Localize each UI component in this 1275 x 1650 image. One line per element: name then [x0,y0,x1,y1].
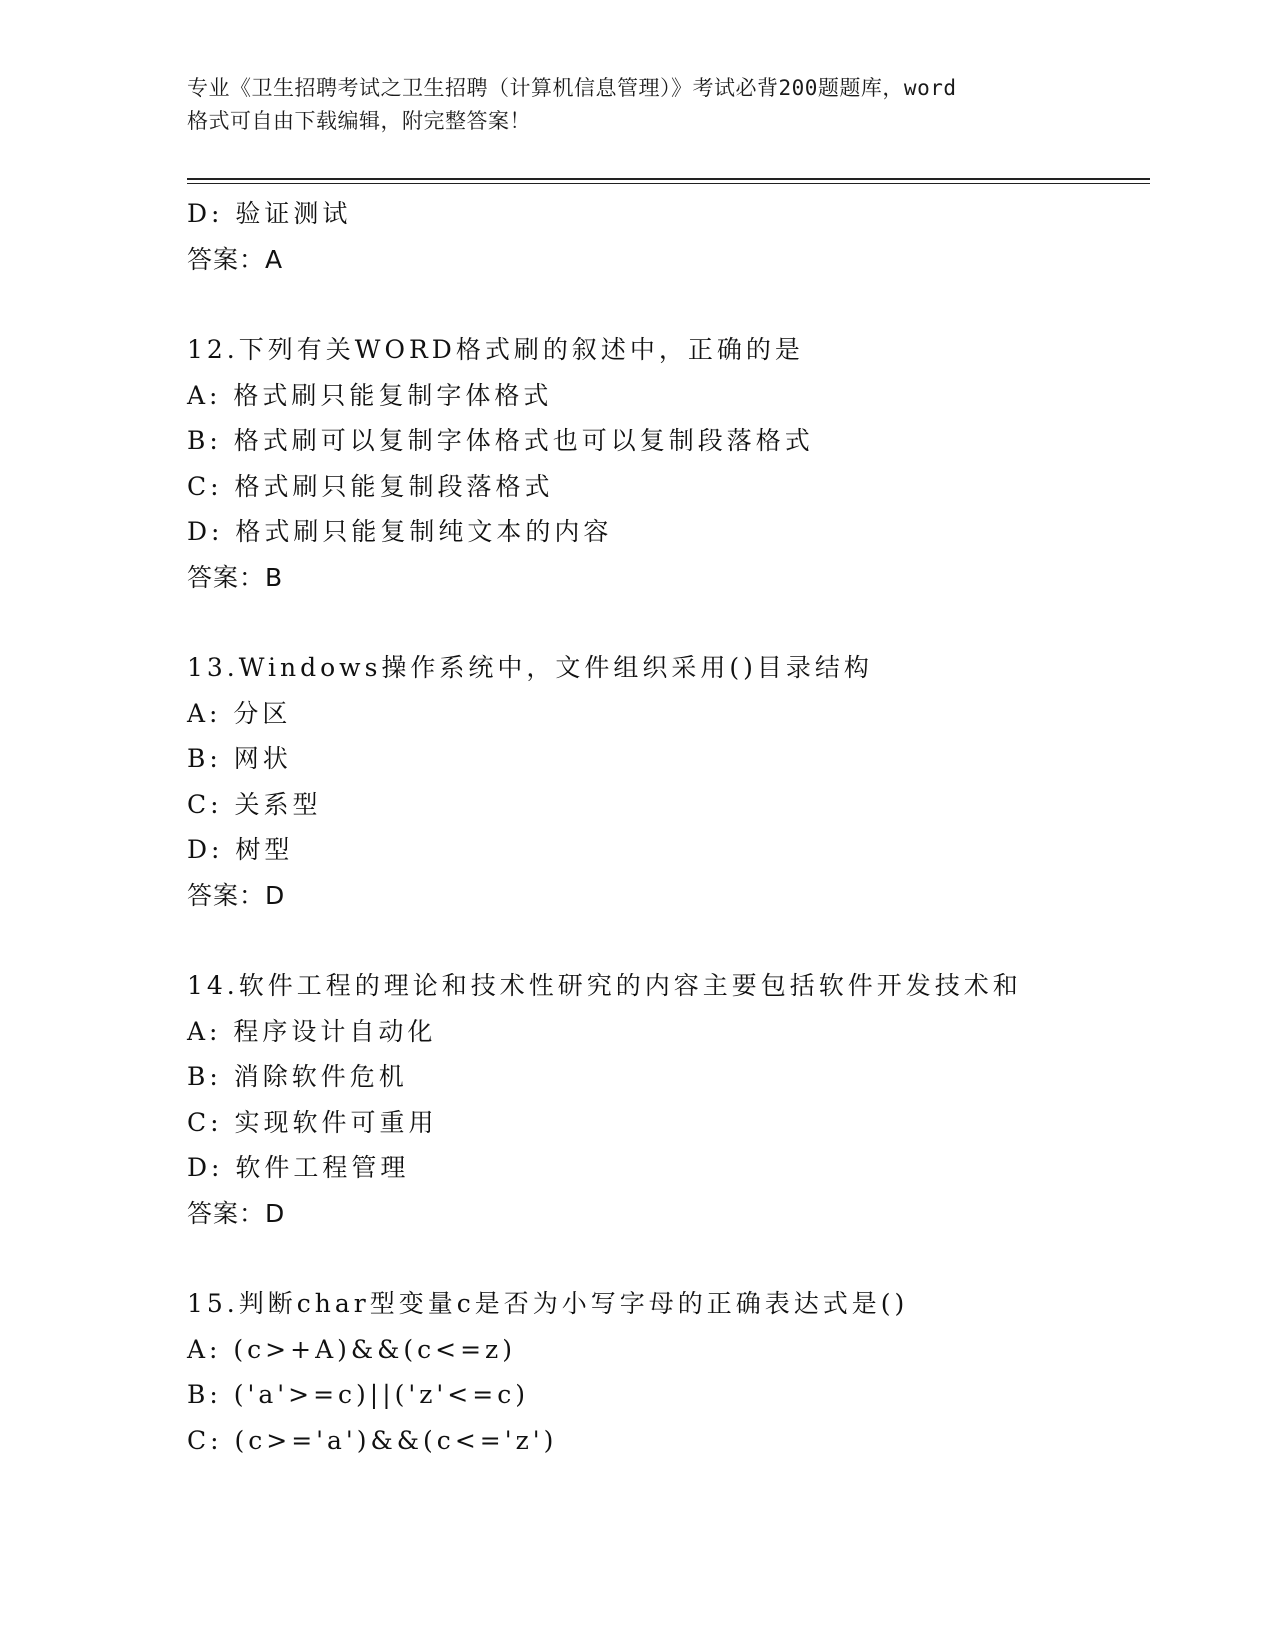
question-block-15 [187,1281,1150,1463]
question-block-13 [187,645,1150,918]
header-line-1: 专业《卫生招聘考试之卫生招聘（计算机信息管理）》考试必背200题题库，word [187,76,957,100]
question-list [187,191,1150,1463]
question-block-11-continued [187,191,1150,282]
answer-line: 答案：D [187,1198,286,1228]
header-line-2: 格式可自由下载编辑，附完整答案！ [187,109,531,133]
answer-line: 答案：B [187,562,284,592]
option-d: D: 树型 [187,835,294,864]
question-block-12 [187,327,1150,600]
header-divider-thin [187,183,1150,184]
answer-line: 答案：D [187,880,286,910]
option-a: A: (c>+A)&&(c<=z) [187,1334,516,1364]
option-b: B: 格式刷可以复制字体格式也可以复制段落格式 [187,426,814,455]
document-header [187,72,1087,138]
header-divider-thick [187,178,1150,180]
option-c: C: (c>='a')&&(c<='z') [187,1425,558,1455]
option-a: A: 格式刷只能复制字体格式 [187,380,553,410]
question-block-14 [187,963,1150,1236]
option-c: C: 实现软件可重用 [187,1107,438,1137]
option-d: D: 验证测试 [187,199,352,228]
option-b: B: 消除软件危机 [187,1062,408,1091]
option-d: D: 格式刷只能复制纯文本的内容 [187,517,613,546]
question-text: 15.判断char型变量c是否为小写字母的正确表达式是() [187,1289,909,1318]
option-c: C: 关系型 [187,789,322,819]
option-a: A: 分区 [187,698,292,728]
option-b: B: 网状 [187,744,292,773]
option-a: A: 程序设计自动化 [187,1016,437,1046]
answer-line: 答案：A [187,244,284,274]
question-text: 12.下列有关WORD格式刷的叙述中，正确的是 [187,335,804,364]
question-text: 14.软件工程的理论和技术性研究的内容主要包括软件开发技术和 [187,971,1022,1000]
option-c: C: 格式刷只能复制段落格式 [187,471,554,501]
option-d: D: 软件工程管理 [187,1153,410,1182]
question-text: 13.Windows操作系统中，文件组织采用()目录结构 [187,653,873,682]
option-b: B: ('a'>=c)||('z'<=c) [187,1380,529,1409]
